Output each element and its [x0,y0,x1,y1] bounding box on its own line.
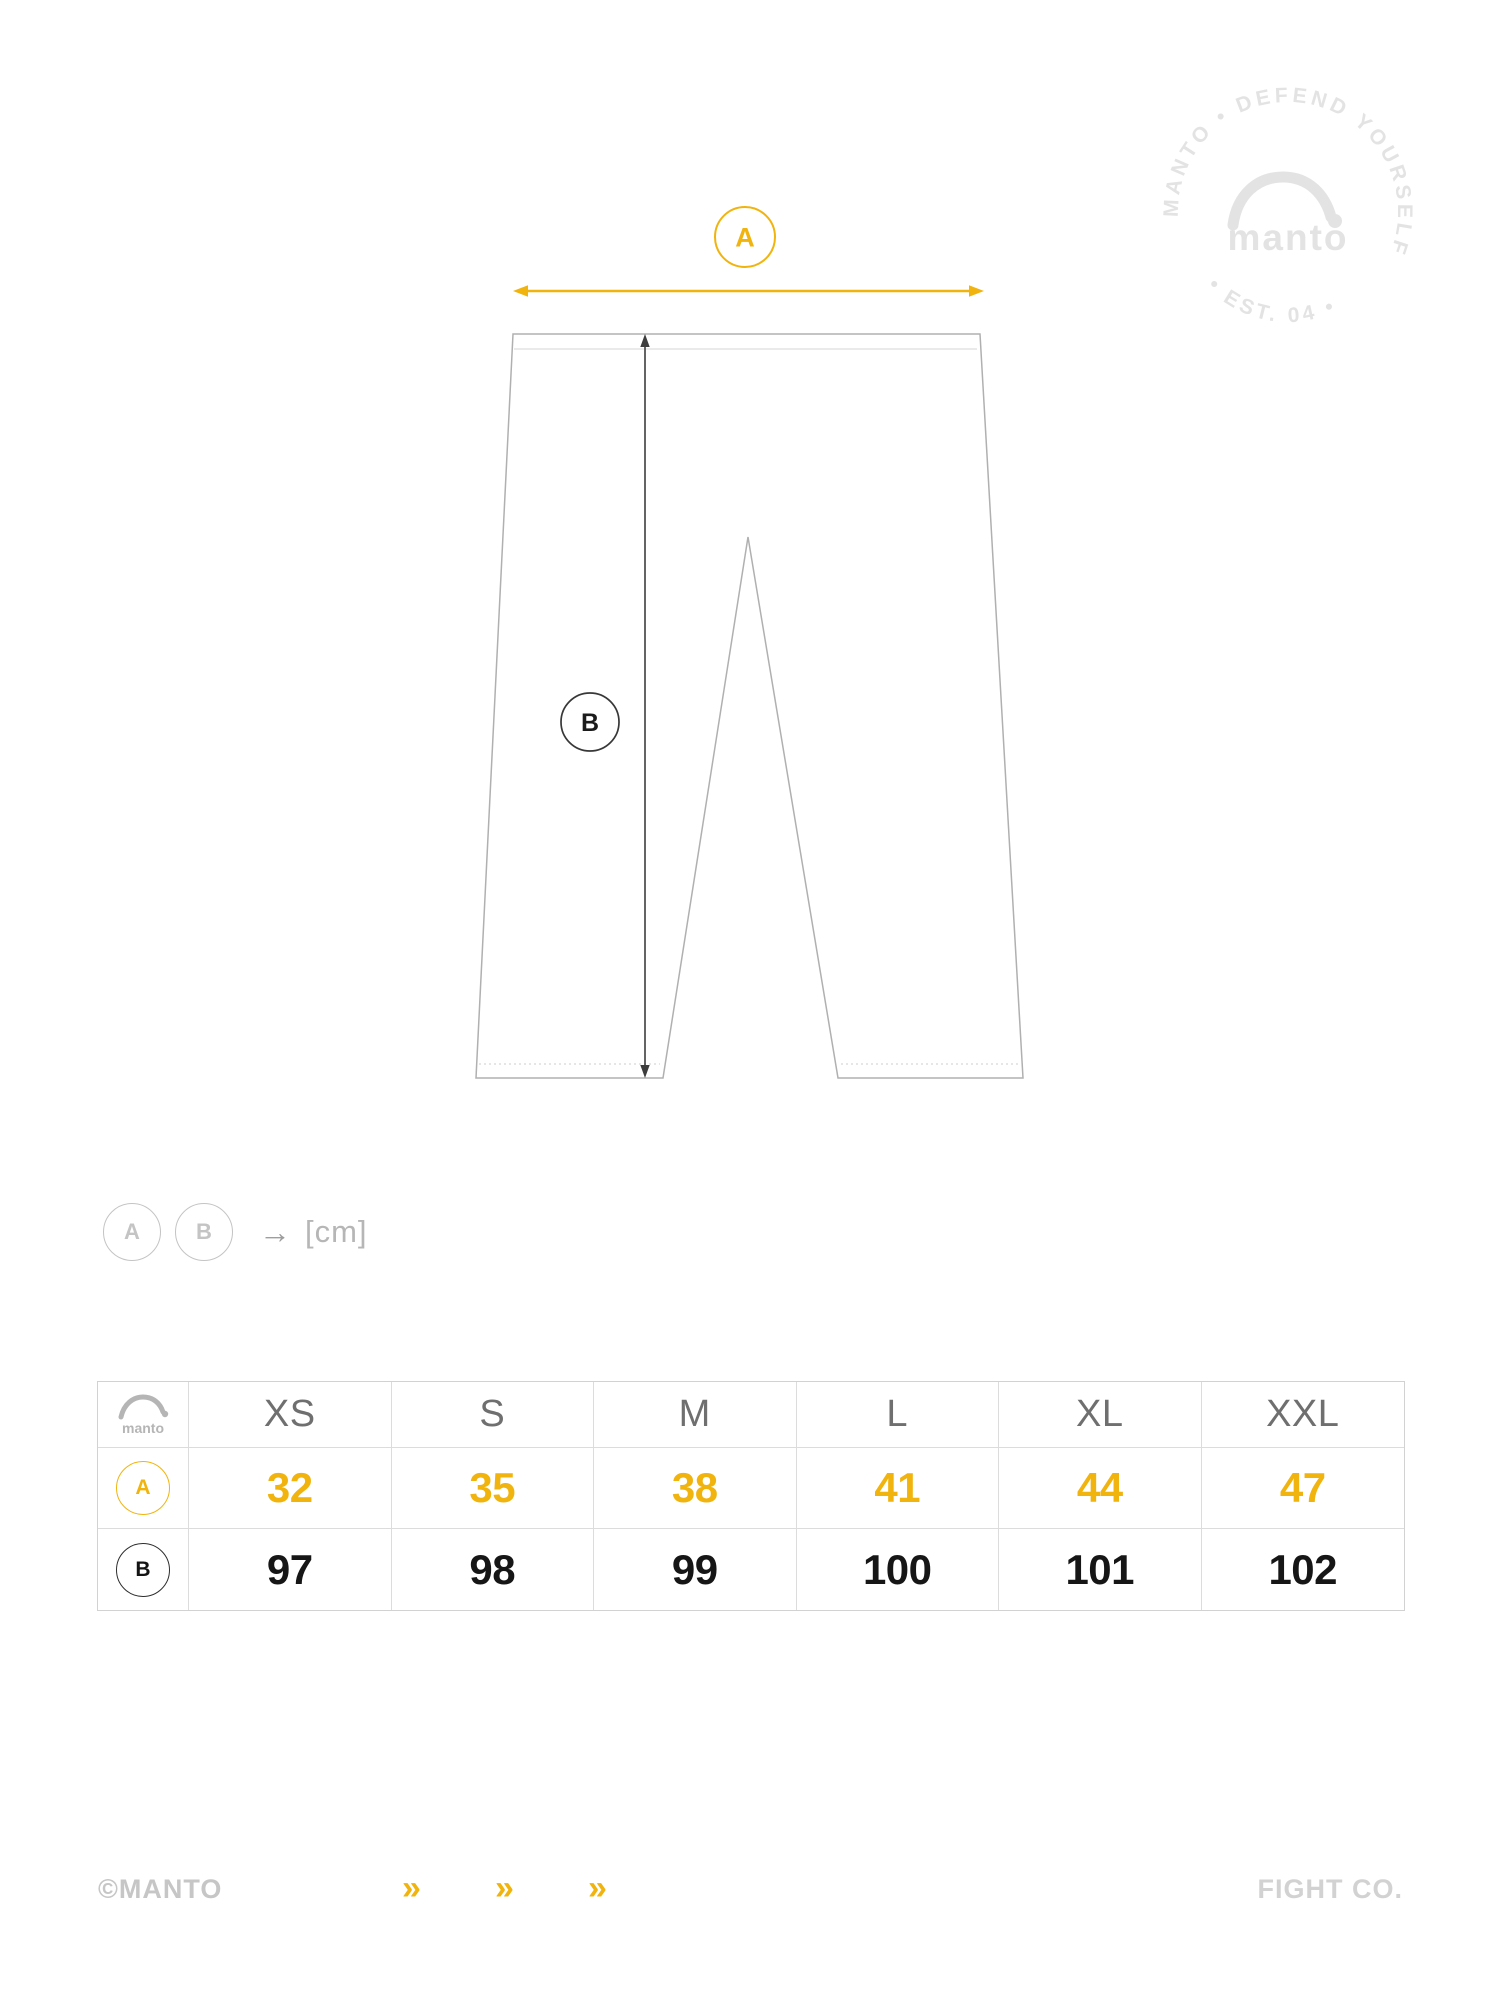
footer-copyright: ©MANTO [98,1874,223,1904]
chevron-icon: » [495,1869,514,1907]
row-b-key-cell [98,1529,189,1610]
manto-logo-icon [113,1392,173,1438]
legend-unit: [cm] [305,1214,368,1249]
chevron-icon: » [588,1869,607,1907]
row-b-xl: 101 [999,1529,1202,1610]
size-table [97,1381,1405,1611]
legend-marker-a: A [103,1203,161,1261]
row-b-m: 99 [594,1529,797,1610]
row-a-m: 38 [594,1448,797,1529]
row-a-xxl: 47 [1202,1448,1405,1529]
size-col-s: S [392,1382,595,1448]
footer-chevrons [402,1869,681,1908]
size-col-l: L [797,1382,1000,1448]
row-b-xxl: 102 [1268,1545,1338,1593]
marker-a-circle [715,207,775,267]
row-a-key: A [116,1461,170,1515]
svg-text:A: A [735,222,755,253]
size-col-xl: XL [999,1382,1202,1448]
footer-brand: FIGHT CO. [1257,1874,1403,1904]
pants-outline [476,334,1023,1078]
size-col-m: M [594,1382,797,1448]
row-a-xl: 44 [999,1448,1202,1529]
table-logo-cell [98,1382,189,1448]
row-a-l: 41 [797,1448,1000,1529]
row-b-s: 98 [392,1529,595,1610]
badge-arc-text-top: MANTO • DEFEND YOURSELF [1159,83,1417,261]
legend-arrow-icon: → [259,1213,291,1250]
legend-marker-b: B [175,1203,233,1261]
svg-text:B: B [580,709,600,737]
width-arrow-a [513,285,984,297]
row-b-l: 100 [797,1529,1000,1610]
size-col-xxl: XXL [1202,1382,1405,1448]
svg-text:manto: manto [122,1419,164,1436]
marker-b-circle [561,693,619,751]
badge-arc-text-bottom: • EST. 04 • [1203,273,1341,328]
row-a-key-cell [98,1448,189,1529]
row-a-s: 35 [392,1448,595,1529]
chevron-icon: » [402,1869,421,1907]
row-b-key: B [116,1543,170,1597]
badge-wordmark: manto [1227,217,1349,258]
legend [103,1203,368,1261]
row-a-xs: 32 [189,1448,392,1529]
row-b-xs: 97 [189,1529,392,1610]
size-col-xs: XS [189,1382,392,1448]
